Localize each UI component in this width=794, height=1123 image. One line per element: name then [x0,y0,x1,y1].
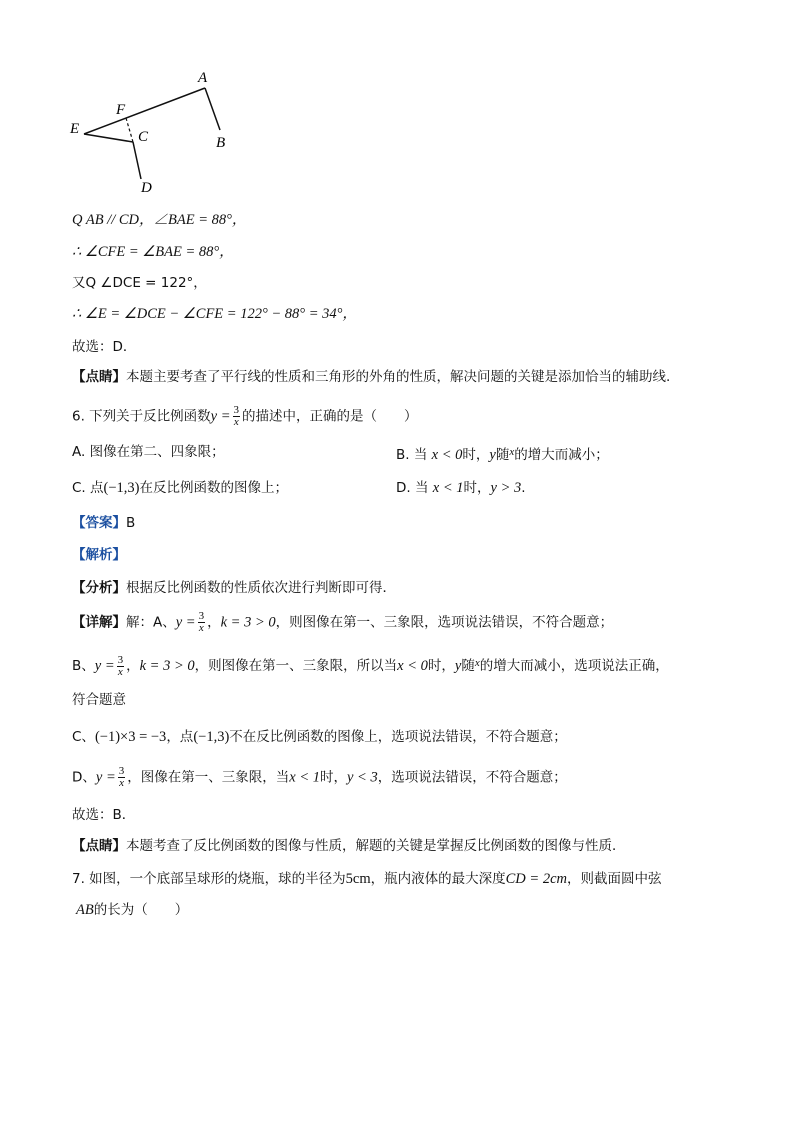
fenxi-text: 根据反比例函数的性质依次进行判断即可得． [126,580,396,596]
detail-d [72,766,567,789]
q7-line-1 [72,869,661,889]
q6-frac-den: x [233,416,239,428]
detail-b-mid2: 时， [427,658,455,674]
q6-frac-num: 3 [233,404,240,416]
segment-cd [133,142,141,179]
detail-c-pre: C、 [72,729,95,745]
answer-tag: 【答案】 [72,515,126,531]
opt-d-pre: D. 当 [396,480,429,496]
q6-answer [72,513,135,533]
detail-b-sui: 随 [461,658,475,674]
detail-b-k: k = 3 > 0 [139,658,195,674]
detail-b-yvar: y [454,658,462,674]
analysis-tag: 【解析】 [72,547,126,563]
detail-b-frac-num: 3 [117,653,124,666]
opt-c-pre: C. 点 [72,480,104,496]
label-e: E [70,121,80,137]
proof-line-5: 故选：D． [72,339,137,355]
proof-line-1: Q AB // CD，∠BAE = 88°， [72,212,247,228]
detail-d-pre: D、 [72,769,96,786]
q7-post: ，则截面圆中弦 [566,871,662,887]
answer-value: B [126,515,136,531]
detail-b-frac-den: x [117,665,123,678]
detail-b-mid: ，则图像在第一、三象限，所以当 [194,658,398,674]
opt-d-mid: 时， [463,480,491,496]
label-d: D [141,180,152,194]
detail-b-post: 的增大而减小，选项说法正确， [479,658,669,674]
detail-d-mid: ，图像在第一、三象限，当 [127,769,290,786]
proof-line-4: ∴ ∠E = ∠DCE − ∠CFE = 122° − 88° = 34°， [72,306,357,322]
geometry-figure [64,64,264,194]
q7-cd: CD = 2cm [505,871,567,887]
q6-fraction [233,405,241,428]
q7-mid: ，瓶内液体的最大深度 [370,871,506,887]
proof-remark [72,367,670,387]
q6-fenxi [72,578,396,598]
label-c: C [138,129,149,145]
opt-b-pre: B. 当 [396,447,428,463]
detail-b-y: y = [94,658,115,674]
detail-d-x: x < 1 [289,769,320,786]
detail-b: B、y = $\frac{3}{x}$ ，k = 3 > 0，则图像在第一、三象限，所以当x < 0时，y随$^x$的增大而减小，选项说法正确， [72,653,669,678]
q6-y-eq: y = [210,408,231,425]
q7-radius: 5cm [345,871,371,887]
detail-b-pre: B、 [72,658,95,674]
q6-stem-pre: 6. 下列关于反比例函数 [72,408,211,425]
detail-c-point: (−1,3) [193,729,230,745]
detail-d-yvar: y < 3 [347,769,378,786]
segment-fc-dashed [126,118,133,142]
detail-a-post: ，则图像在第一、三象限，选项说法错误，不符合题意； [275,614,614,631]
detail-a-k: k = 3 > 0 [220,614,276,631]
segment-ab [205,88,220,130]
opt-b-math: x < 0 [431,447,463,463]
detail-c-mid: ，点 [166,729,194,745]
q6-stem-post: 的描述中，正确的是（ ） [242,408,418,425]
q6-remark [72,836,626,856]
detail-a-frac-den: x [198,622,204,634]
detail-a-pre: 解：A、 [126,614,176,631]
detail-b-fraction [117,655,125,678]
detail-a: 【详解】解：A、y = $\frac{3}{x}$ ，k = 3 > 0，则图像在第一、三象限，选项说法错误，不符合题意； [72,610,614,634]
opt-b-y: y [489,447,496,463]
detail-d-post: ，选项说法错误，不符合题意； [377,769,567,786]
opt-d-math: x < 1 [432,480,464,496]
fenxi-tag: 【分析】 [72,580,126,596]
opt-b-x: x [509,446,515,458]
detail-c-math: (−1)×3 = −3 [94,729,167,745]
q7-line2-post: 的长为（ ） [93,902,189,918]
q7-ab: AB [76,902,94,918]
opt-c-math: (−1,3) [103,480,140,496]
label-f: F [116,102,126,118]
opt-b-sui: 随 [495,447,510,463]
opt-d-math2: y > 3 [490,480,522,496]
detail-a-fraction [198,611,206,634]
q6-remark-text: 本题考查了反比例函数的图像与性质，解题的关键是掌握反比例函数的图像与性质． [126,838,626,854]
q6-choose: 故选：B． [72,807,136,823]
remark-text: 本题主要考查了平行线的性质和三角形的外角的性质，解决问题的关键是添加恰当的辅助线. [126,369,671,385]
detail-d-frac-den: x [119,777,124,789]
q6-option-c [72,478,288,498]
q7-pre: 7. 如图，一个底部呈球形的烧瓶，球的半径为 [72,871,346,887]
detail-a-frac-num: 3 [198,610,205,622]
segment-ea [84,88,205,134]
opt-d-post: . [521,480,526,496]
q7-line-2 [76,900,188,920]
detail-b-xvar: x [474,657,480,669]
detail-b-line2: 符合题意 [72,692,126,708]
detail-d-y: y = [95,769,116,786]
detail-a-y: y = [175,614,196,631]
q6-remark-tag: 【点睛】 [72,838,126,854]
opt-b-post: 的增大而减小； [514,447,609,463]
proof-line-3: 又Q ∠DCE = 122°， [72,275,207,291]
segment-ec [84,134,133,142]
q6-option-a: A. 图像在第二、四象限； [72,444,225,460]
label-a: A [198,70,208,86]
label-b: B [216,135,226,151]
detail-d-frac-num: 3 [118,765,125,777]
detail-d-fraction [118,766,126,789]
remark-tag: 【点睛】 [72,369,126,385]
detail-b-x: x < 0 [397,658,428,674]
q6-stem [72,405,418,428]
proof-line-2: ∴ ∠CFE = ∠BAE = 88°， [72,244,234,260]
opt-b-mid: 时， [462,447,490,463]
detail-d-mid2: 时， [320,769,347,786]
opt-c-post: 在反比例函数的图像上； [139,480,288,496]
detail-tag: 【详解】 [72,614,126,631]
q6-option-d [396,478,526,498]
detail-c [72,727,567,747]
detail-c-post: 不在反比例函数的图像上，选项说法错误，不符合题意； [229,729,567,745]
q6-option-b [396,442,609,465]
